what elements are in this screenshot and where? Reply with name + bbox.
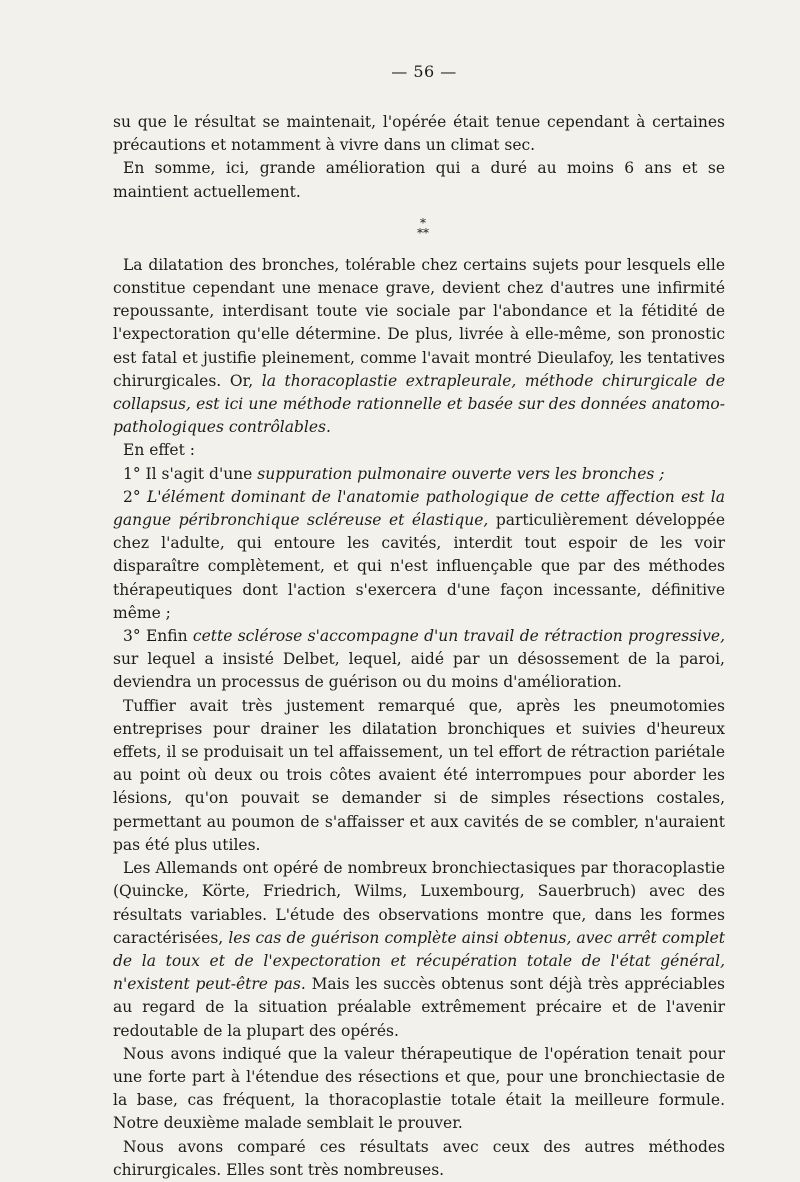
point-2-rest: particulièrement développée chez l'adulte, qui entoure les cavités, interdit tout espoir de les voir disparaître complètement, et qui n'est influençable que par des méthodes thérapeutiques dont l'action s'exercera d'une façon incessante, définitive même ;: [113, 511, 725, 622]
paragraph-en-effet: En effet :: [123, 441, 195, 460]
allemands-lead: Les Allemands ont opéré de nombreux bronchiectasiques par thoracoplastie (Quincke, Körte, Friedrich, Wilms, Luxembourg, Sauerbruch) avec des résultats variables. L'étude des observations montre que, dans les formes caractérisées,: [113, 859, 725, 947]
point-2-emphasis: L'élément dominant de l'anatomie pathologique de cette affection est la gangue péribronchique scléreuse et élastique,: [113, 487, 725, 530]
allemands-emphasis: les cas de guérison complète ainsi obtenus, avec arrêt complet de la toux et de l'expectoration et récupération totale de l'état général, n'existent peut-être pas.: [113, 928, 725, 994]
paragraph-continuation: su que le résultat se maintenait, l'opérée était tenue cependant à certaines précautions et notamment à vivre dans un climat sec.: [113, 113, 725, 155]
point-3: [113, 625, 725, 695]
page-number: — 56 —: [391, 62, 457, 81]
dilatation-emphasis: la thoracoplastie extrapleurale, méthode chirurgicale de collapsus, est ici une méthode rationnelle et basée sur des données anatomo-pathologiques contrôlables.: [113, 371, 725, 437]
paragraph-summary: En somme, ici, grande amélioration qui a duré au moins 6 ans et se maintient actuellement.: [113, 159, 725, 201]
point-2-lead: 2°: [123, 487, 147, 506]
point-1-emphasis: suppuration pulmonaire ouverte vers les bronches ;: [257, 464, 665, 483]
section-asterism: [113, 215, 725, 240]
point-1: [113, 463, 725, 486]
point-2: [113, 486, 725, 625]
paragraph-compare: Nous avons comparé ces résultats avec ceux des autres méthodes chirurgicales. Elles sont très nombreuses.: [113, 1137, 725, 1179]
asterism-top: *: [420, 215, 426, 230]
paragraph-allemands: [113, 857, 725, 1043]
allemands-rest: Mais les succès obtenus sont déjà très appréciables au regard de la situation préalable extrêmement précaire et de l'avenir redoutable de la plupart des opérés.: [113, 975, 726, 1040]
point-3-emphasis: cette sclérose s'accompagne d'un travail de rétraction progressive,: [192, 627, 726, 646]
point-3-lead: 3° Enfin: [123, 627, 193, 646]
asterism-bottom: **: [417, 225, 429, 240]
dilatation-text: La dilatation des bronches, tolérable chez certains sujets pour lesquels elle constitue cependant une menace grave, devient chez d'autres une infirmité repoussante, interdisant toute vie sociale par l'abondance et la fétidité de l'expectoration qu'elle détermine. De plus, livrée à elle-même, son pronostic est fatal et justifie pleinement, comme l'avait montré Dieulafoy, les tentatives chirurgicales. Or,: [113, 255, 725, 390]
paragraph-valeur: Nous avons indiqué que la valeur thérapeutique de l'opération tenait pour une forte part à l'étendue des résections et que, pour une bronchiectasie de la base, cas fréquent, la thoracoplastie totale était la meilleure formule. Notre deuxième malade semblait le prouver.: [113, 1044, 725, 1133]
point-1-lead: 1° Il s'agit d'une: [123, 464, 258, 483]
paragraph-dilatation: [113, 254, 725, 440]
paragraph-tuffier: Tuffier avait très justement remarqué que, après les pneumotomies entreprises pour drainer les dilatation bronchiques et suivies d'heureux effets, il se produisait un tel affaissement, un tel effort de rétraction pariétale au point où deux ou trois côtes avaient été interrompues pour aborder les lésions, qu'on pouvait se demander si de simples résections costales, permettant au poumon de s'affaisser et aux cavités de se combler, n'auraient pas été plus utiles.: [113, 696, 725, 854]
point-3-rest: sur lequel a insisté Delbet, lequel, aidé par un désossement de la paroi, deviendra un processus de guérison ou du moins d'amélioration.: [113, 650, 725, 692]
